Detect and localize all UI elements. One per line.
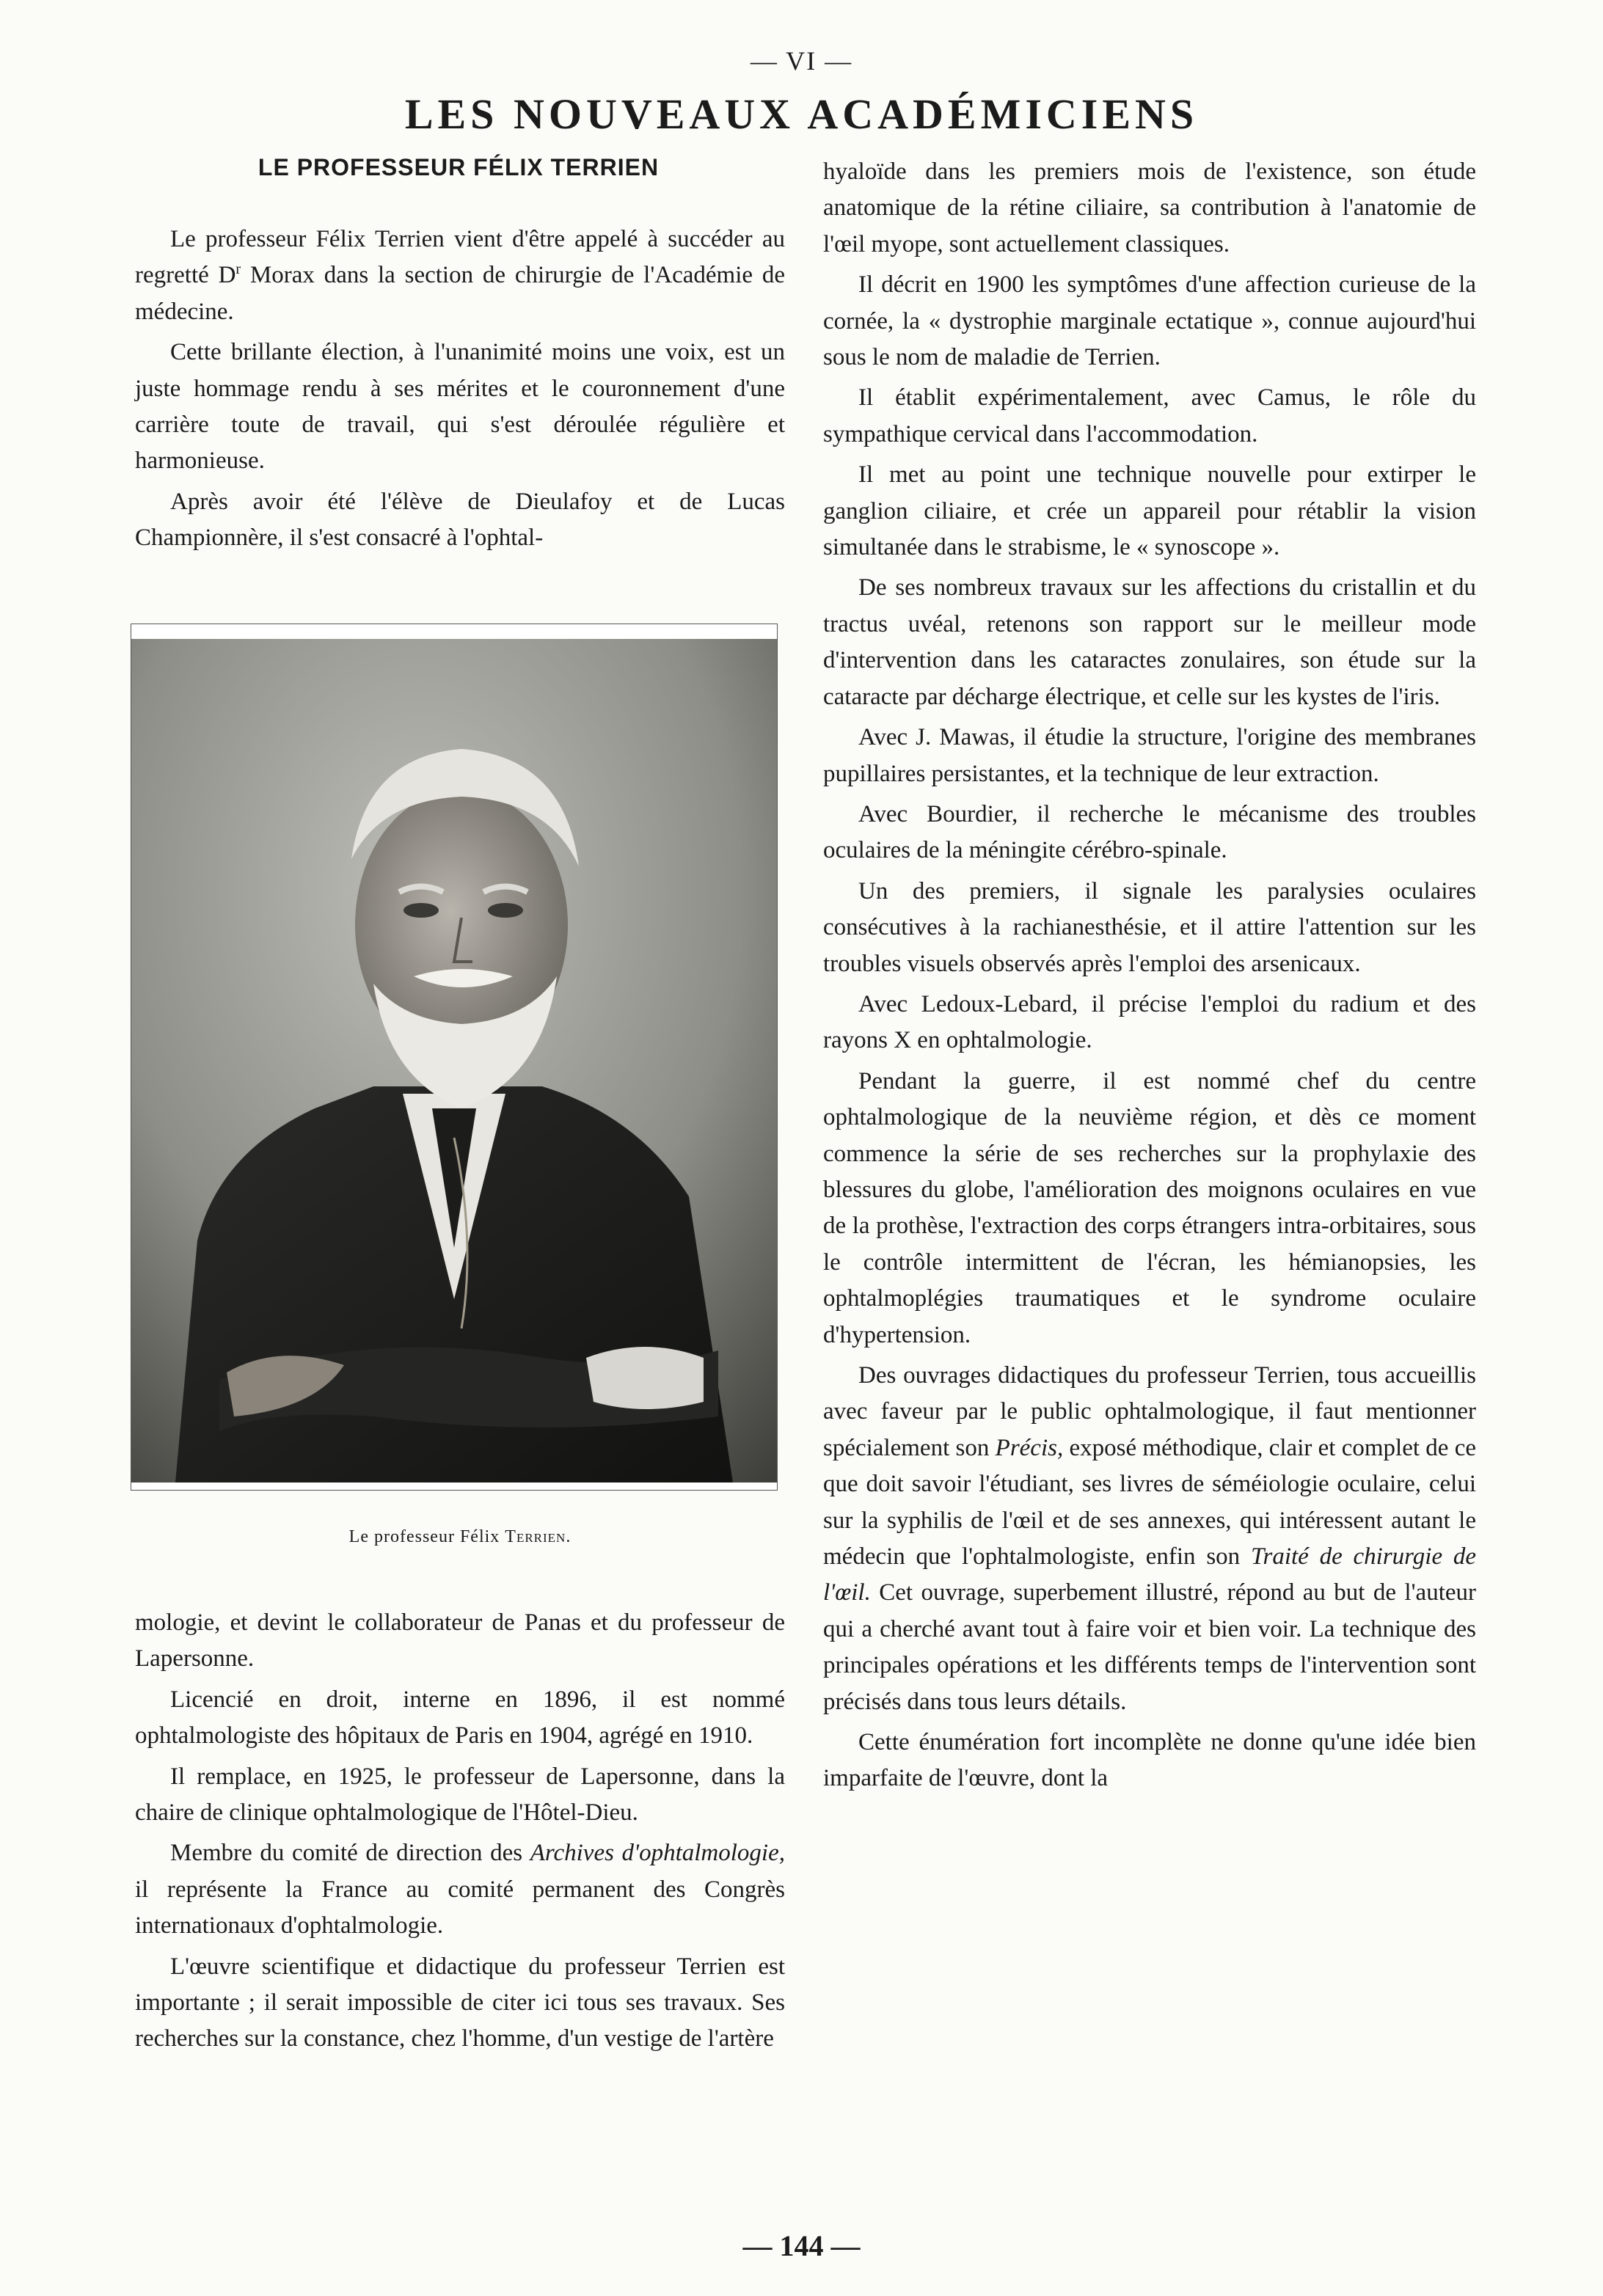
paragraph: Des ouvrages didactiques du professeur Terrien, tous accueillis avec faveur par le public ophtalmologique, il faut mentionner spécialement son Précis, exposé méthodique, clair et complet de ce que doit savoir l'étudiant, ses livres de séméiologie oculaire, celui sur la syphilis de l'œil et de ses annexes, qui intéressent autant le médecin que l'ophtalmologiste, enfin son Traité de chirurgie de l'œil. Cet ouvrage, superbement illustré, répond au but de l'auteur qui a cherché avant tout à faire voir et bien voir. La technique des principales opérations et les différents temps de l'intervention sont précisés dans tous leurs détails. (823, 1362, 1477, 1715)
paragraph: Cette brillante élection, à l'unanimité moins une voix, est un juste hommage rendu à ses mérites et le couronnement d'une carrière toute de travail, qui s'est déroulée régulière et harmonieuse. (135, 339, 785, 475)
paragraph: mologie, et devint le collaborateur de Panas et du professeur de Lapersonne. (135, 1609, 785, 1672)
paragraph: Pendant la guerre, il est nommé chef du centre ophtalmologique de la neuvième région, et dès ce moment commence la série de ses recherches sur la prophylaxie des blessures du globe, l'amélioration des moignons oculaires en vue de la prothèse, l'extraction des corps étrangers intra-orbitaires, sous le contrôle intermittent de l'écran, les hémianopsies, les ophtalmoplégies traumatiques et le syndrome oculaire d'hypertension. (823, 1067, 1476, 1348)
paragraph: Cette énumération fort incomplète ne donne qu'une idée bien imparfaite de l'œuvre, dont la (823, 1729, 1476, 1792)
right-column (823, 154, 1476, 1802)
dr-abbrev: $D^r$ (218, 261, 241, 289)
page-folio-top: — VI — (750, 46, 853, 76)
paragraph: Licencié en droit, interne en 1896, il est nommé ophtalmologiste des hôpitaux de Paris en 1904, agrégé en 1910. (135, 1686, 785, 1750)
page-title: LES NOUVEAUX ACADÉMICIENS (404, 90, 1199, 138)
paragraph: Après avoir été l'élève de Dieulafoy et de Lucas Championnère, il s'est consacré à l'ophtal- (135, 488, 785, 552)
paragraph: Le professeur Félix Terrien vient d'être appelé à succéder au regretté $D^r$ Morax dans la section de chirurgie de l'Académie de médecine. (135, 226, 785, 325)
left-column-bottom (135, 1605, 785, 2062)
paragraph: Avec J. Mawas, il étudie la structure, l'origine des membranes pupillaires persistantes, et la technique de leur extraction. (823, 724, 1476, 787)
page-number: — 144 — (742, 2229, 861, 2262)
paragraph: hyaloïde dans les premiers mois de l'existence, son étude anatomique de la rétine ciliaire, sa contribution à l'anatomie de l'œil myope, sont actuellement classiques. (823, 158, 1476, 257)
paragraph: De ses nombreux travaux sur les affections du cristallin et du tractus uvéal, retenons son rapport sur le meilleur mode d'intervention dans les cataractes zonulaires, son étude sur la cataracte par décharge électrique, et celle sur les kystes de l'iris. (823, 574, 1476, 710)
photo-caption: Le professeur Félix Terrien. (348, 1527, 572, 1546)
portrait-photo (131, 639, 777, 1482)
paragraph: Il remplace, en 1925, le professeur de Lapersonne, dans la chaire de clinique ophtalmologique de l'Hôtel-Dieu. (135, 1763, 785, 1827)
paragraph: L'œuvre scientifique et didactique du professeur Terrien est importante ; il serait impossible de citer ici tous ses travaux. Ses recherches sur la constance, chez l'homme, d'un vestige de l'artère (135, 1953, 785, 2052)
article-subtitle: LE PROFESSEUR FÉLIX TERRIEN (258, 154, 660, 180)
paragraph: Avec Bourdier, il recherche le mécanisme des troubles oculaires de la méningite cérébro-spinale. (823, 800, 1476, 864)
paragraph: Il établit expérimentalement, avec Camus, le rôle du sympathique cervical dans l'accommodation. (823, 384, 1476, 447)
paragraph: Membre du comité de direction des Archives d'ophtalmologie, il représente la France au comité permanent des Congrès internationaux d'ophtalmologie. (135, 1840, 786, 1939)
paragraph: Un des premiers, il signale les paralysies oculaires consécutives à la rachianesthésie, et il attire l'attention sur les troubles visuels observés après l'emploi des arsenicaux. (823, 877, 1476, 977)
paragraph: Il met au point une technique nouvelle pour extirper le ganglion ciliaire, et crée un appareil pour rétablir la vision simultanée dans le strabisme, le « synoscope ». (823, 461, 1476, 561)
left-column-top (135, 222, 785, 561)
paragraph: Avec Ledoux-Lebard, il précise l'emploi du radium et des rayons X en ophtalmologie. (823, 990, 1476, 1054)
paragraph: Il décrit en 1900 les symptômes d'une affection curieuse de la cornée, la « dystrophie marginale ectatique », connue aujourd'hui sous le nom de maladie de Terrien. (823, 271, 1476, 371)
portrait-photo-frame (131, 624, 778, 1491)
